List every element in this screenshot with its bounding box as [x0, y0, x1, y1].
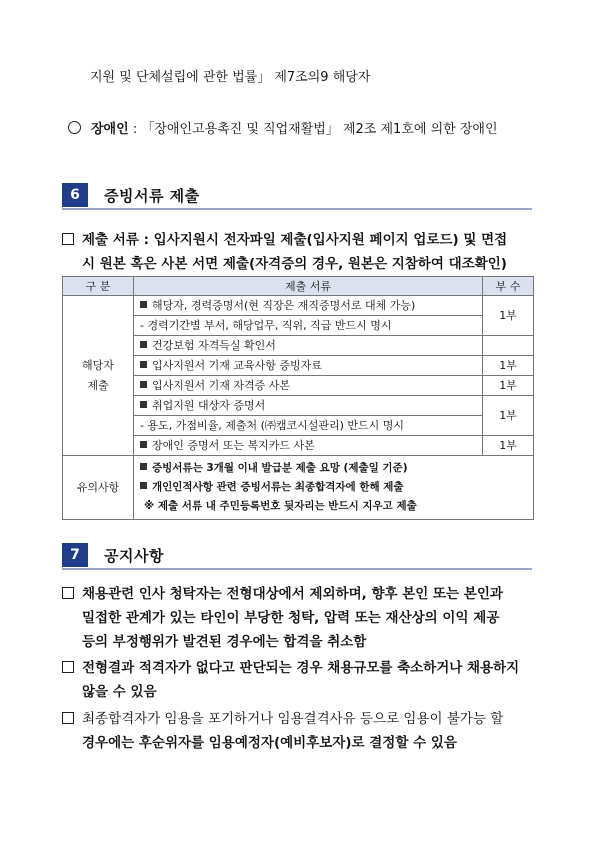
intro-line-1: 지원 및 단체설립에 관한 법률」 제7조의9 해당자 — [90, 70, 371, 85]
notice-line: 밀접한 관계가 있는 타인이 부당한 청탁, 압력 또는 재산상의 이익 제공 — [82, 610, 500, 626]
square-bullet-icon — [140, 381, 147, 388]
header-count: 부 수 — [483, 277, 534, 296]
doc-count: 1부 — [483, 396, 534, 436]
doc-count: 1부 — [483, 376, 534, 396]
doc-item — [134, 396, 483, 416]
documents-table — [62, 276, 534, 520]
doc-text: 해당자, 경력증명서(현 직장은 재직증명서로 대체 가능) — [152, 299, 416, 312]
section-6-intro — [62, 228, 538, 276]
doc-item — [134, 356, 483, 376]
table-row — [63, 376, 534, 396]
notice-item-3 — [62, 707, 538, 755]
section-7-header — [62, 542, 532, 570]
table-row — [63, 316, 534, 336]
table-row — [63, 396, 534, 416]
category-notes: 유의사항 — [63, 456, 134, 520]
notice-line: 등의 부정행위가 발견된 경우에는 합격을 취소함 — [82, 634, 367, 650]
table-row — [63, 356, 534, 376]
notice-line: 채용관련 인사 청탁자는 전형대상에서 제외하며, 향후 본인 또는 본인과 — [82, 586, 503, 602]
section-6-header — [62, 182, 532, 210]
doc-text: 장애인 증명서 또는 복지카드 사본 — [152, 439, 315, 452]
notice-line: 최종합격자가 임용을 포기하거나 임용결격사유 등으로 임용이 불가능 할 — [82, 711, 504, 727]
header-category: 구 분 — [63, 277, 134, 296]
header-documents: 제출 서류 — [134, 277, 483, 296]
doc-sub-text: - 경력기간별 부서, 해당업무, 직위, 직급 반드시 명시 — [134, 316, 483, 336]
table-row — [63, 436, 534, 456]
square-bullet-icon — [140, 441, 147, 448]
doc-text: 입사지원서 기재 자격증 사본 — [152, 379, 291, 392]
doc-count — [483, 336, 534, 356]
note-item — [140, 478, 527, 497]
notice-line: 않을 수 있음 — [82, 684, 157, 700]
doc-sub-text: - 용도, 가점비율, 제출처 (㈜캠코시설관리) 반드시 명시 — [134, 416, 483, 436]
section-6-intro-line-2: 시 원본 혹은 사본 서면 제출(자격증의 경우, 원본은 지참하여 대조확인) — [82, 256, 507, 272]
notice-line: 전형결과 적격자가 없다고 판단되는 경우 채용규모를 축소하거나 채용하지 — [82, 660, 520, 676]
checkbox-square-icon — [62, 661, 74, 673]
square-bullet-icon — [140, 401, 147, 408]
checkbox-square-icon — [62, 587, 74, 599]
doc-text: 입사지원서 기재 교육사항 증빙자료 — [152, 359, 322, 372]
disabled-label: 장애인 — [91, 122, 129, 137]
section-7-title: 공지사항 — [104, 546, 164, 565]
table-row — [63, 456, 534, 520]
note-item: ※ 제출 서류 내 주민등록번호 뒷자리는 반드시 지우고 제출 — [144, 500, 417, 512]
notice-item-1 — [62, 582, 538, 654]
section-6-number: 6 — [62, 183, 88, 207]
note-text: 증빙서류는 3개월 이내 발급분 제출 요망 (제출일 기준) — [152, 462, 408, 474]
circle-bullet-icon — [68, 121, 81, 134]
table-row — [63, 296, 534, 316]
note-text: 개인인적사항 관련 증빙서류는 최종합격자에 한해 제출 — [152, 481, 404, 493]
doc-text: 건강보험 자격득실 확인서 — [152, 339, 276, 352]
notes-cell — [134, 456, 534, 520]
square-bullet-icon — [140, 463, 147, 470]
table-row — [63, 336, 534, 356]
square-bullet-icon — [140, 361, 147, 368]
doc-item — [134, 296, 483, 316]
category-required: 해당자 제출 — [63, 296, 134, 456]
section-7-number: 7 — [62, 543, 88, 567]
section-6-title: 증빙서류 제출 — [104, 186, 200, 205]
doc-count: 1부 — [483, 356, 534, 376]
table-row — [63, 416, 534, 436]
section-6-intro-line-1: 제출 서류 : 입사지원시 전자파일 제출(입사지원 페이지 업로드) 및 면접 — [82, 232, 508, 248]
square-bullet-icon — [140, 301, 147, 308]
intro-line-2 — [68, 118, 498, 137]
doc-count: 1부 — [483, 436, 534, 456]
doc-item — [134, 436, 483, 456]
notice-line: 경우에는 후순위자를 임용예정자(예비후보자)로 결정할 수 있음 — [82, 735, 457, 751]
table-header-row — [63, 277, 534, 296]
note-item — [140, 459, 527, 478]
doc-text: 취업지원 대상자 증명서 — [152, 399, 266, 412]
checkbox-square-icon — [62, 233, 74, 245]
checkbox-square-icon — [62, 712, 74, 724]
square-bullet-icon — [140, 482, 147, 489]
doc-item — [134, 336, 483, 356]
doc-count: 1부 — [483, 296, 534, 336]
square-bullet-icon — [140, 341, 147, 348]
disabled-text: : 「장애인고용촉진 및 직업재활법」 제2조 제1호에 의한 장애인 — [128, 122, 498, 137]
notice-item-2 — [62, 656, 538, 704]
doc-item — [134, 376, 483, 396]
